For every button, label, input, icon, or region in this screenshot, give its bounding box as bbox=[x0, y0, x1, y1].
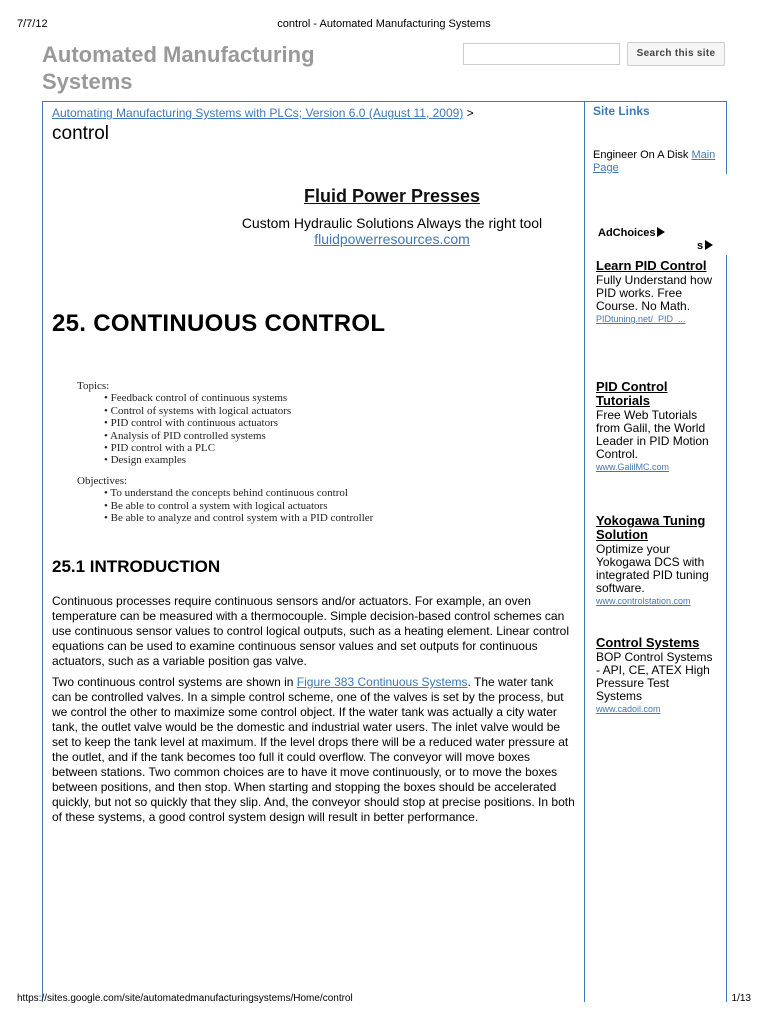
topic-item: • PID control with continuous actuators bbox=[77, 417, 373, 429]
sidebar-link-text: Engineer On A Disk bbox=[593, 149, 689, 161]
adchoices-partial-text: s bbox=[697, 240, 704, 252]
center-ad[interactable] bbox=[200, 186, 584, 247]
para2-post: . The water tank can be controlled valves. In a simple control scheme, one of the valves is set by the process, but we control the other to maximize some control object. If the water tank was actually a city water tank, the outlet valve would be the domestic and industrial water users. The inlet valve would be set to keep the tank level at maximum. If the level drops there will be a reduced water pressure at the outlet, and if the tank becomes too full it could overflow. The conveyor will move boxes between stations. Two common choices are to have it move continuously, or to move the boxes between positions, and then stop. When starting and stopping the boxes should be accelerated quickly, but not so quickly that they slip. And, the conveyor should stop at precise positions. In both of these systems, a good control system design will result in better performance. bbox=[52, 675, 575, 824]
topic-item: • Control of systems with logical actuators bbox=[77, 405, 373, 417]
center-ad-link[interactable]: fluidpowerresources.com bbox=[314, 231, 470, 247]
breadcrumb bbox=[52, 106, 474, 120]
side-ad-body: Fully Understand how PID works. Free Course. No Math. bbox=[596, 273, 713, 313]
side-ad-title[interactable]: Learn PID Control bbox=[596, 258, 707, 273]
side-ad-body: Optimize your Yokogawa DCS with integrated PID tuning software. bbox=[596, 542, 709, 595]
print-page-title: control - Automated Manufacturing Systems bbox=[277, 18, 491, 30]
side-ad-url[interactable]: www.GalilMC.com bbox=[596, 462, 670, 472]
side-ad[interactable] bbox=[596, 259, 714, 324]
systems-paragraph bbox=[52, 675, 576, 825]
print-url: https://sites.google.com/site/automatedmanufacturingsystems/Home/control bbox=[17, 993, 353, 1004]
side-ad-title[interactable]: Control Systems bbox=[596, 635, 700, 650]
print-page-number: 1/13 bbox=[731, 993, 751, 1004]
side-ad[interactable] bbox=[596, 636, 714, 714]
side-ad[interactable] bbox=[596, 380, 714, 472]
adchoices-collapsed[interactable] bbox=[697, 240, 713, 252]
para2-pre: Two continuous control systems are shown in bbox=[52, 675, 297, 689]
breadcrumb-separator: > bbox=[466, 106, 474, 120]
objective-item: • To understand the concepts behind continuous control bbox=[77, 487, 373, 499]
section-heading: 25.1 INTRODUCTION bbox=[52, 557, 221, 576]
site-links-heading: Site Links bbox=[593, 104, 650, 118]
site-title-line1: Automated Manufacturing bbox=[42, 42, 315, 67]
search-button[interactable]: Search this site bbox=[627, 42, 725, 66]
objective-item: • Be able to control a system with logical actuators bbox=[77, 500, 373, 512]
adchoices-label[interactable] bbox=[598, 227, 665, 239]
chapter-title: 25. CONTINUOUS CONTROL bbox=[52, 310, 386, 337]
main-page-link[interactable]: Main Page bbox=[593, 149, 716, 174]
center-ad-headline[interactable]: Fluid Power Presses bbox=[303, 186, 481, 206]
objectives-label: Objectives: bbox=[77, 474, 128, 487]
print-date: 7/7/12 bbox=[17, 18, 48, 30]
topics-figure bbox=[77, 380, 373, 524]
page-title: control bbox=[52, 123, 110, 144]
side-ad-url[interactable]: www.controlstation.com bbox=[596, 596, 691, 606]
breadcrumb-link[interactable]: Automating Manufacturing Systems with PLCs; Version 6.0 (August 11, 2009) bbox=[52, 106, 464, 120]
topic-item: • Feedback control of continuous systems bbox=[77, 392, 373, 404]
topics-label: Topics: bbox=[77, 380, 110, 392]
adchoices-icon bbox=[657, 227, 665, 237]
sidebar-ad-frame bbox=[584, 255, 727, 1002]
adchoices-icon bbox=[705, 240, 713, 250]
figure-383-link[interactable]: Figure 383 Continuous Systems bbox=[296, 675, 468, 689]
side-ad-body: Free Web Tutorials from Galil, the World Leader in PID Motion Control. bbox=[596, 408, 709, 461]
center-ad-body: Custom Hydraulic Solutions Always the right tool bbox=[241, 215, 543, 231]
print-header bbox=[0, 18, 768, 32]
side-ad-body: BOP Control Systems - API, CE, ATEX High Pressure Test Systems bbox=[596, 650, 713, 703]
site-title-line2: Systems bbox=[42, 69, 133, 94]
intro-paragraph: Continuous processes require continuous sensors and/or actuators. For example, an oven temperature can be measured with a thermocouple. Simple decision-based control schemes can use continuous sensor values to control logical outputs, such as a heating element. Linear control equations can be used to examine continuous sensor values and set outputs for continuous actuators, such as a variable position gas valve. bbox=[52, 594, 569, 668]
search-input[interactable] bbox=[463, 43, 620, 65]
side-ad-title[interactable]: PID Control Tutorials bbox=[596, 379, 668, 408]
side-ad-url[interactable]: PIDtuning.net/_PID_... bbox=[596, 314, 686, 324]
side-ad-url[interactable]: www.cadoil.com bbox=[596, 704, 661, 714]
side-ad[interactable] bbox=[596, 514, 714, 606]
site-title[interactable] bbox=[42, 41, 372, 95]
topic-item: • Analysis of PID controlled systems bbox=[77, 430, 373, 442]
objective-item: • Be able to analyze and control system with a PID controller bbox=[77, 512, 373, 524]
topic-item: • Design examples bbox=[77, 454, 373, 466]
topic-item: • PID control with a PLC bbox=[77, 442, 373, 454]
adchoices-text: AdChoices bbox=[598, 227, 656, 239]
side-ad-title[interactable]: Yokogawa Tuning Solution bbox=[596, 513, 706, 542]
sidebar-link-item bbox=[593, 149, 723, 175]
